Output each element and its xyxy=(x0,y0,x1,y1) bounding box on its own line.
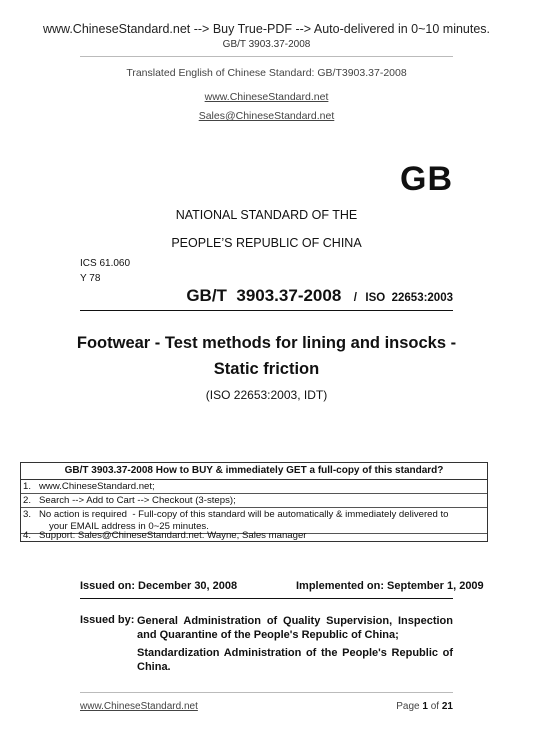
header-standard-code: GB/T 3903.37-2008 xyxy=(222,39,311,50)
page-total: 21 xyxy=(441,701,453,712)
buy-step-text: No action is required - Full-copy of this standard will be automatically & immediately delivered to xyxy=(39,509,449,520)
buy-instructions-box xyxy=(20,462,488,542)
email-link[interactable]: Sales@ChineseStandard.net xyxy=(198,110,335,122)
header-divider xyxy=(80,56,453,57)
page-current: 1 xyxy=(422,701,428,712)
document-title-line-2: Static friction xyxy=(213,360,320,378)
national-standard-line-1: NATIONAL STANDARD OF THE xyxy=(175,208,358,222)
buy-step-text: your EMAIL address in 0~25 minutes. xyxy=(49,521,209,532)
buy-step-text: Search --> Add to Cart --> Checkout (3-steps); xyxy=(39,495,236,506)
site-link[interactable]: www.ChineseStandard.net xyxy=(204,91,329,103)
buy-box-title: GB/T 3903.37-2008 How to BUY & immediately GET a full-copy of this standard? xyxy=(21,463,487,480)
buy-step-1 xyxy=(23,480,485,493)
issued-by-label: Issued by: xyxy=(80,614,135,626)
buy-step-text[interactable]: www.ChineseStandard.net; xyxy=(39,481,155,492)
footer-site-link[interactable]: www.ChineseStandard.net xyxy=(80,701,198,712)
standard-separator: / xyxy=(353,292,357,304)
national-standard-line-2: PEOPLE’S REPUBLIC OF CHINA xyxy=(171,236,362,250)
buy-step-text: Support: Sales@ChineseStandard.net. Wayne, Sales manager xyxy=(39,530,307,541)
buy-step-number: 4. xyxy=(23,530,32,541)
footer-divider xyxy=(80,692,453,693)
document-subtitle: (ISO 22653:2003, IDT) xyxy=(205,388,328,402)
email-link-row xyxy=(0,106,533,124)
site-link-row xyxy=(0,87,533,105)
issuer-1: General Administration of Quality Supervision, Inspection and Quarantine of the People's Republic of China; xyxy=(137,615,453,641)
page-of: of xyxy=(430,701,440,712)
standard-number-line xyxy=(186,286,453,306)
translated-line: Translated English of Chinese Standard: GB/T3903.37-2008 xyxy=(126,67,407,79)
standard-number-divider xyxy=(80,310,453,311)
issue-divider xyxy=(80,598,453,599)
iso-standard-number: ISO 22653:2003 xyxy=(365,292,453,304)
ics-code: ICS 61.060 xyxy=(80,258,131,269)
buy-step-number: 3. xyxy=(23,509,32,520)
page-prefix: Page xyxy=(396,701,420,712)
gb-standard-number: GB/T 3903.37-2008 xyxy=(186,286,342,305)
issuer-2: Standardization Administration of the People's Republic of China. xyxy=(137,647,453,673)
page-number xyxy=(396,701,453,712)
gb-mark: GB xyxy=(400,160,453,198)
ccs-code: Y 78 xyxy=(80,273,101,284)
buy-step-2 xyxy=(23,494,485,507)
implemented-on-date: Implemented on: September 1, 2009 xyxy=(296,580,484,592)
buy-step-number: 1. xyxy=(23,481,32,492)
top-banner: www.ChineseStandard.net --> Buy True-PDF --> Auto-delivered in 0~10 minutes. xyxy=(42,22,491,36)
buy-step-4 xyxy=(23,529,485,542)
issued-on-date: Issued on: December 30, 2008 xyxy=(80,580,238,592)
document-title-line-1: Footwear - Test methods for lining and insocks - xyxy=(76,334,457,352)
buy-step-number: 2. xyxy=(23,495,32,506)
